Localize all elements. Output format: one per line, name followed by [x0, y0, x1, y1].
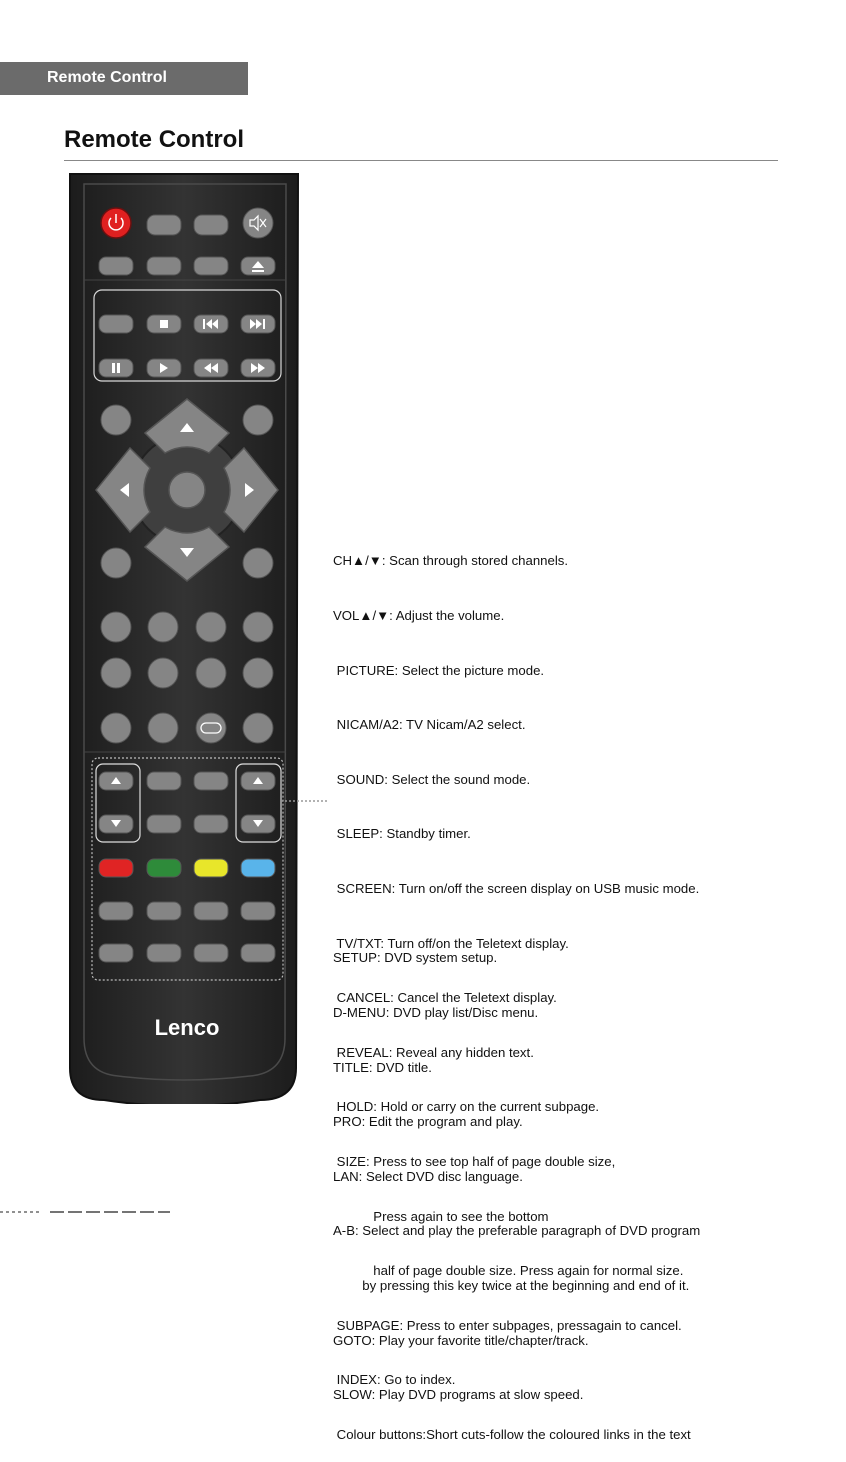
section-tab-label: Remote Control	[47, 69, 167, 86]
desc-line: SOUND: Select the sound mode.	[333, 771, 531, 787]
desc-line: SUBPAGE: Press to enter subpages, pressagain to cancel.	[333, 1317, 682, 1333]
desc-line: CH▲/▼: Scan through stored channels.	[333, 553, 569, 569]
desc-line: INDEX: Go to index.	[333, 1372, 456, 1388]
dvd-descriptions	[333, 913, 700, 1423]
desc-line: SIZE: Press to see top half of page double size,	[333, 1153, 616, 1169]
desc-line: D-MENU: DVD play list/Disc menu.	[333, 1005, 539, 1020]
green-button	[147, 859, 181, 877]
desc-line: NICAM/A2: TV Nicam/A2 select.	[333, 717, 526, 733]
desc-line: TITLE: DVD title.	[333, 1059, 432, 1075]
desc-line: SCREEN: Turn on/off the screen display on USB music mode.	[333, 880, 700, 896]
yellow-button	[194, 859, 228, 877]
nav-side-button-tl	[101, 405, 131, 435]
pause-button	[99, 359, 133, 377]
desc-line: by pressing this key twice at the beginning and end of it.	[333, 1277, 690, 1293]
remote-control-illustration	[60, 168, 305, 1104]
desc-line: LAN: Select DVD disc language.	[333, 1168, 523, 1184]
stop-icon	[160, 320, 168, 328]
title-divider	[64, 160, 778, 161]
desc-line: CANCEL: Cancel the Teletext display.	[333, 990, 557, 1006]
desc-line: Colour buttons:Short cuts-follow the coloured links in the text	[333, 1426, 691, 1442]
row2-button-2	[147, 257, 181, 275]
desc-line: TV/TXT: Turn off/on the Teletext display.	[333, 935, 569, 951]
desc-line: GOTO: Play your favorite title/chapter/track.	[333, 1332, 589, 1348]
dpad-ok-button	[169, 472, 205, 508]
desc-line: half of page double size. Press again for normal size.	[333, 1263, 684, 1279]
section-tab	[0, 62, 248, 95]
desc-line: SLEEP: Standby timer.	[333, 826, 471, 842]
desc-line: SETUP: DVD system setup.	[333, 950, 498, 966]
nav-side-button-tr	[243, 405, 273, 435]
nav-side-button-bl	[101, 548, 131, 578]
nav-side-button-br	[243, 548, 273, 578]
desc-line: PRO: Edit the program and play.	[333, 1114, 523, 1130]
desc-line: Press again to see the bottom	[333, 1208, 549, 1224]
desc-line: REVEAL: Reveal any hidden text.	[333, 1044, 534, 1060]
bottom-scan-marks	[0, 1208, 846, 1214]
mid-button-2	[194, 772, 228, 790]
row2-button-1	[99, 257, 133, 275]
red-button	[99, 859, 133, 877]
mid-button-1	[147, 772, 181, 790]
brand-logo: Lenco	[154, 1015, 220, 1040]
top-button-3	[194, 215, 228, 235]
desc-line: A-B: Select and play the preferable paragraph of DVD program	[333, 1223, 701, 1239]
desc-line: VOL▲/▼: Adjust the volume.	[333, 608, 505, 623]
top-button-2	[147, 215, 181, 235]
desc-line: HOLD: Hold or carry on the current subpage.	[333, 1099, 600, 1115]
mid-button-4	[194, 815, 228, 833]
desc-line: SLOW: Play DVD programs at slow speed.	[333, 1387, 584, 1403]
page-title: Remote Control	[64, 126, 244, 153]
row2-button-3	[194, 257, 228, 275]
mid-button-3	[147, 815, 181, 833]
blue-button	[241, 859, 275, 877]
desc-line: PICTURE: Select the picture mode.	[333, 662, 545, 678]
leader-line	[281, 798, 331, 804]
transport-button-blank	[99, 315, 133, 333]
